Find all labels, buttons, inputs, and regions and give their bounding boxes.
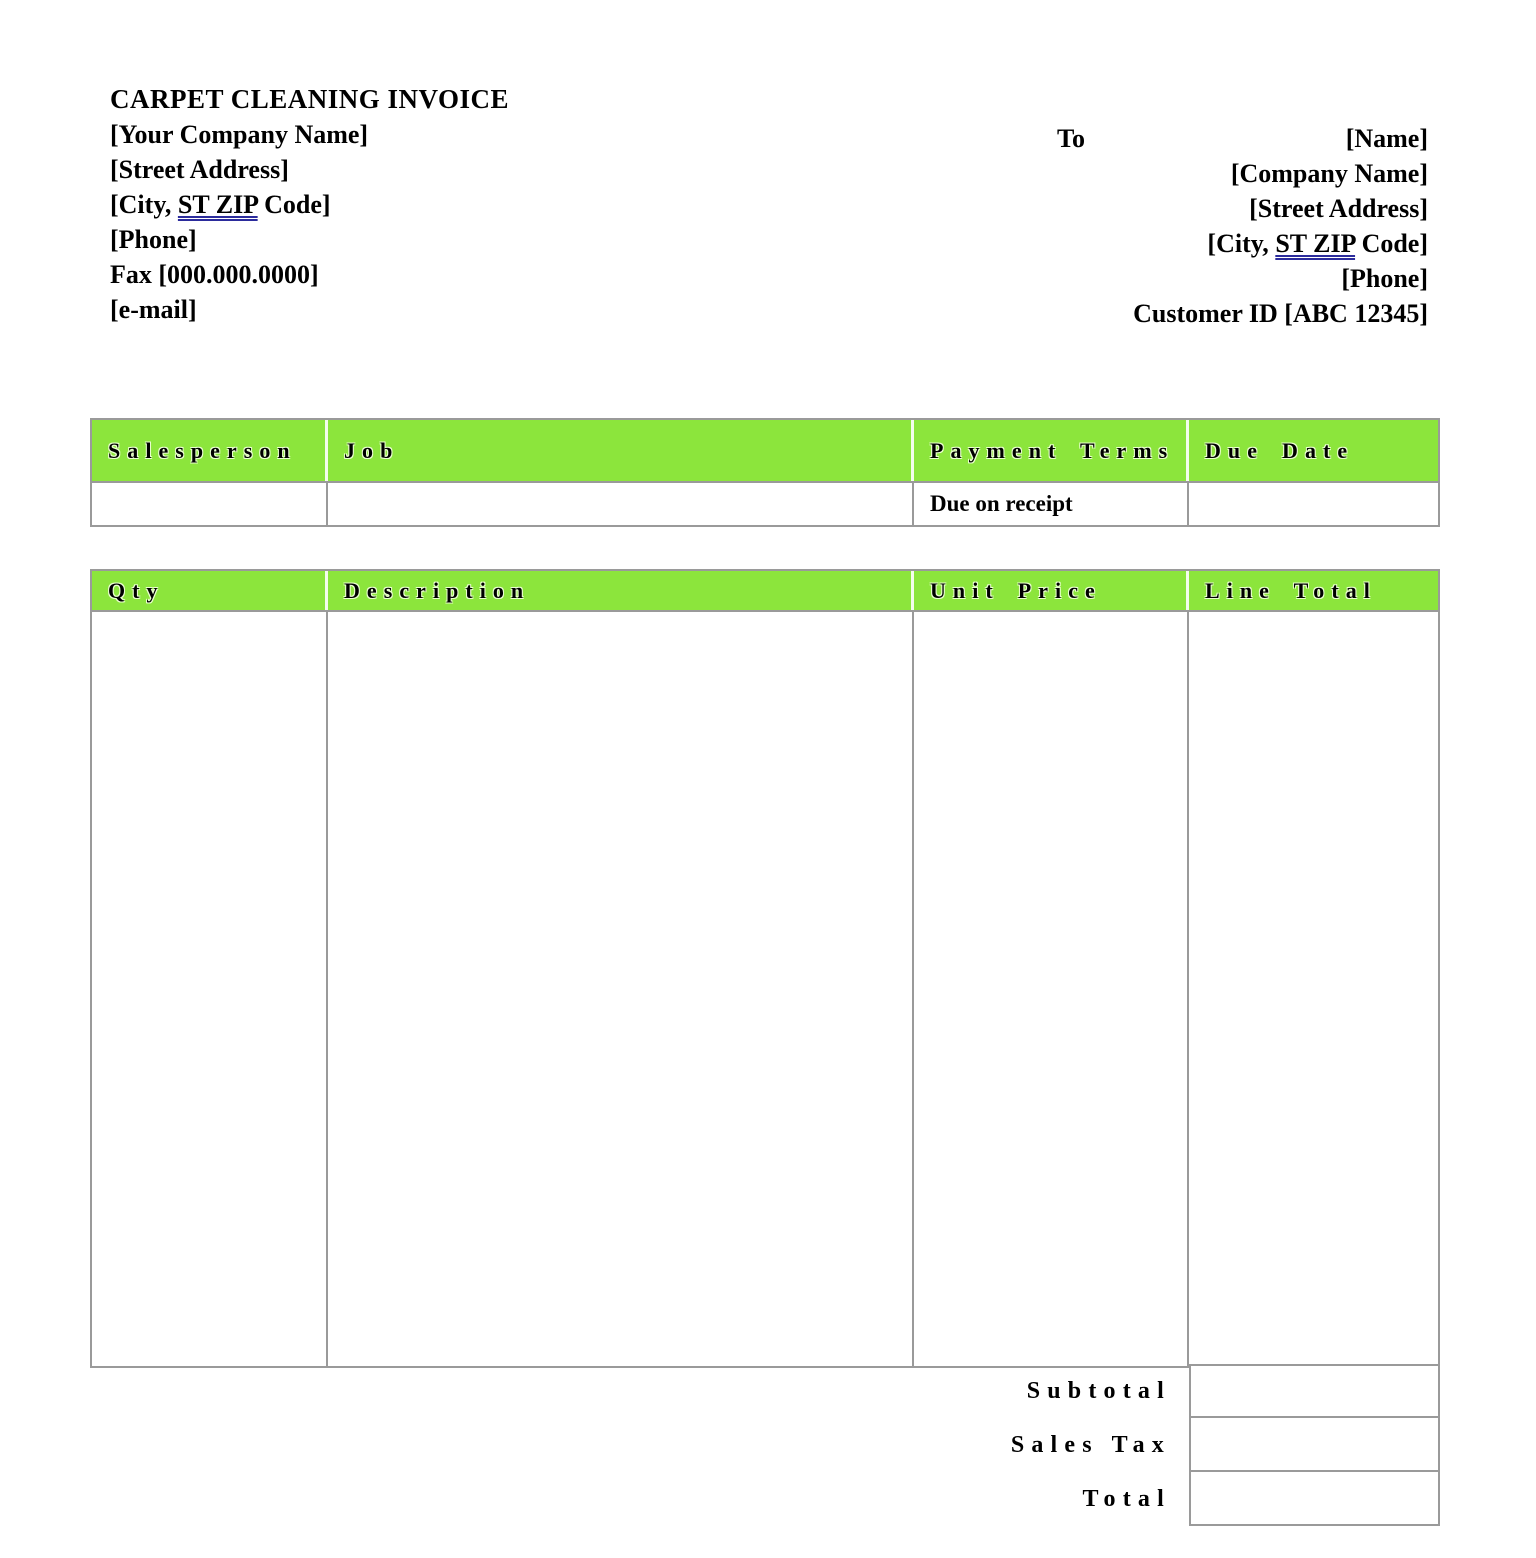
description-cell[interactable] bbox=[328, 612, 914, 1366]
invoice-info-table bbox=[90, 418, 1440, 527]
totals-section bbox=[90, 1364, 1440, 1526]
job-column-header: Job bbox=[328, 420, 914, 481]
salesperson-column-header: Salesperson bbox=[92, 420, 328, 481]
payment-terms-column-header: Payment Terms bbox=[914, 420, 1189, 481]
total-label: Total bbox=[1082, 1486, 1171, 1512]
description-column-header: Description bbox=[328, 571, 914, 610]
sales-tax-row bbox=[90, 1418, 1440, 1472]
qty-column-header: Qty bbox=[92, 571, 328, 610]
company-info-block bbox=[110, 82, 509, 327]
company-city-placeholder[interactable] bbox=[110, 187, 509, 222]
company-fax-placeholder[interactable]: Fax [000.000.0000] bbox=[110, 260, 319, 289]
company-phone-placeholder[interactable]: [Phone] bbox=[110, 225, 197, 254]
due-date-column-header: Due Date bbox=[1205, 437, 1355, 463]
recipient-city-pre: [City, bbox=[1207, 229, 1276, 258]
sales-tax-value-box[interactable] bbox=[1189, 1416, 1440, 1472]
salesperson-cell[interactable] bbox=[92, 483, 328, 525]
due-date-cell[interactable] bbox=[1189, 483, 1438, 525]
info-table-header-row bbox=[92, 420, 1438, 483]
line-total-column-header: Line Total bbox=[1205, 577, 1377, 603]
items-table-header-row bbox=[92, 571, 1438, 612]
recipient-street-placeholder[interactable]: [Street Address] bbox=[1249, 194, 1428, 223]
recipient-name-placeholder[interactable]: [Name] bbox=[1345, 124, 1428, 153]
recipient-phone-placeholder[interactable]: [Phone] bbox=[1341, 264, 1428, 293]
to-label: To bbox=[1057, 124, 1085, 153]
line-total-cell[interactable] bbox=[1189, 612, 1438, 1366]
payment-terms-cell[interactable]: Due on receipt bbox=[914, 483, 1189, 525]
recipient-company-placeholder[interactable]: [Company Name] bbox=[1230, 159, 1428, 188]
recipient-customer-id[interactable]: Customer ID [ABC 12345] bbox=[1133, 299, 1428, 328]
recipient-city-placeholder[interactable] bbox=[1133, 226, 1428, 261]
subtotal-row bbox=[90, 1364, 1440, 1418]
company-street-placeholder[interactable]: [Street Address] bbox=[110, 155, 289, 184]
info-table-row bbox=[92, 483, 1438, 525]
company-email-placeholder[interactable]: [e-mail] bbox=[110, 295, 197, 324]
subtotal-label: Subtotal bbox=[1026, 1378, 1171, 1404]
invoice-title: CARPET CLEANING INVOICE bbox=[110, 84, 510, 114]
total-value-box[interactable] bbox=[1189, 1470, 1440, 1526]
job-cell[interactable] bbox=[328, 483, 914, 525]
sales-tax-label: Sales Tax bbox=[1010, 1432, 1171, 1458]
recipient-info-block bbox=[1133, 121, 1428, 331]
invoice-items-table bbox=[90, 569, 1440, 1368]
items-table-row bbox=[92, 612, 1438, 1366]
unit-price-cell[interactable] bbox=[914, 612, 1189, 1366]
company-name-placeholder[interactable]: [Your Company Name] bbox=[110, 120, 369, 149]
subtotal-value-box[interactable] bbox=[1189, 1364, 1440, 1418]
qty-cell[interactable] bbox=[92, 612, 328, 1366]
company-state-zip-underlined: ST ZIP bbox=[177, 190, 258, 219]
recipient-city-post: Code] bbox=[1355, 229, 1428, 258]
company-city-pre: [City, bbox=[110, 190, 178, 219]
total-row bbox=[90, 1472, 1440, 1526]
company-city-post: Code] bbox=[257, 190, 331, 219]
recipient-state-zip-underlined: ST ZIP bbox=[1275, 229, 1356, 258]
unit-price-column-header: Unit Price bbox=[914, 571, 1189, 610]
